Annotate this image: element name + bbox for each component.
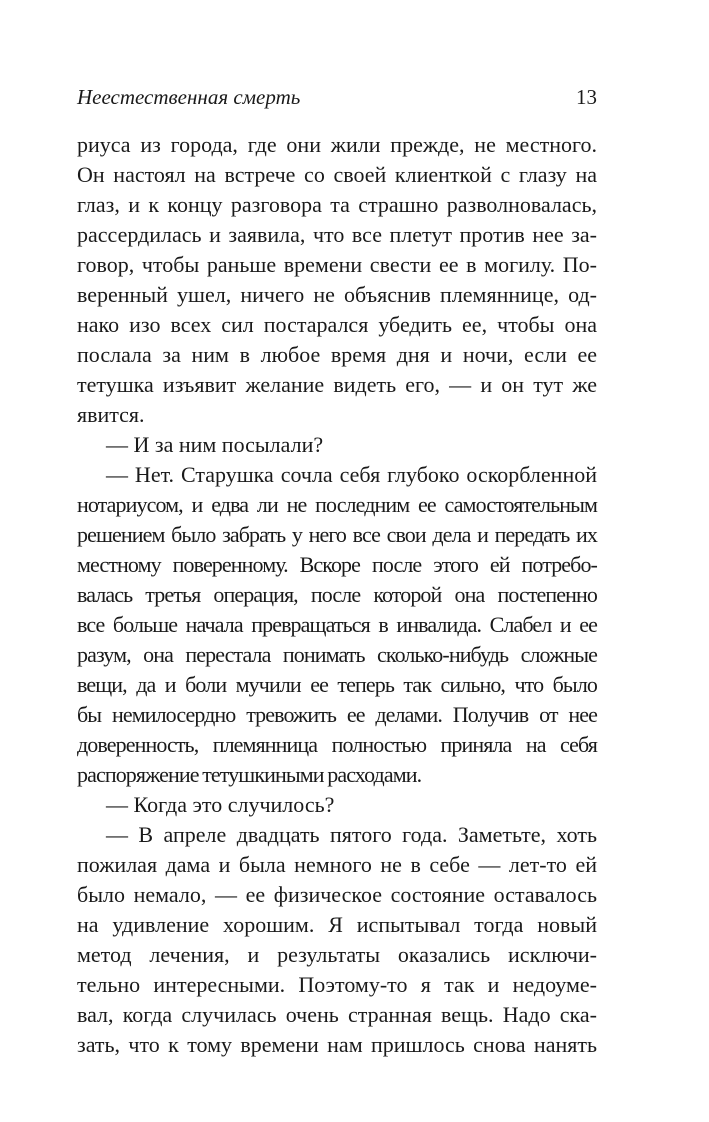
- text-line: бы немилосердно тревожить ее делами. Получив от нее: [77, 702, 597, 727]
- text-line: веренный ушел, ничего не объяснив племяннице, од-: [77, 282, 597, 307]
- running-title: Неестественная смерть: [77, 85, 301, 109]
- text-line: решением было забрать у него все свои дела и передать их: [77, 522, 597, 547]
- text-line: тетушка изъявит желание видеть его, — и он тут же: [77, 372, 597, 397]
- text-line: пожилая дама и была немного не в себе — лет-то ей: [77, 852, 597, 877]
- text-line: вещи, да и боли мучили ее теперь так сильно, что было: [77, 672, 597, 697]
- text-line: валась третья операция, после которой она постепенно: [77, 582, 597, 607]
- dialogue-line: — Нет. Старушка сочла себя глубоко оскорбленной: [106, 462, 597, 487]
- text-line: говор, чтобы раньше времени свести ее в могилу. По-: [77, 252, 597, 277]
- text-line: вал, когда случилась очень странная вещь. Надо ска-: [77, 1002, 597, 1027]
- dialogue-line: — В апреле двадцать пятого года. Заметьте, хоть: [106, 822, 597, 847]
- text-line: местному поверенному. Вскоре после этого ей потребо-: [77, 552, 597, 577]
- text-line: риуса из города, где они жили прежде, не местного.: [77, 132, 597, 157]
- text-line: нако изо всех сил постарался убедить ее, чтобы она: [77, 312, 597, 337]
- text-line: распоряжение тетушкиными расходами.: [77, 762, 422, 787]
- text-line: на удивление хорошим. Я испытывал тогда новый: [77, 912, 597, 937]
- dialogue-line: — Когда это случилось?: [106, 792, 335, 817]
- text-line: глаз, и к концу разговора та страшно разволновалась,: [77, 192, 597, 217]
- dialogue-line: — И за ним посылали?: [106, 432, 324, 457]
- body-text: [77, 130, 597, 1060]
- text-line: было немало, — ее физическое состояние оставалось: [77, 882, 597, 907]
- text-line: метод лечения, и результаты оказались исключи-: [77, 942, 597, 967]
- running-head: [77, 84, 597, 110]
- text-line: Он настоял на встрече со своей клиенткой с глазу на: [77, 162, 597, 187]
- text-line: все больше начала превращаться в инвалида. Слабел и ее: [77, 612, 597, 637]
- text-line: нотариусом, и едва ли не последним ее самостоятельным: [77, 492, 597, 517]
- text-line: явится.: [77, 402, 145, 427]
- text-line: разум, она перестала понимать сколько-нибудь сложные: [77, 642, 597, 667]
- text-line: послала за ним в любое время дня и ночи, если ее: [77, 342, 597, 367]
- text-line: тельно интересными. Поэтому-то я так и недоуме-: [77, 972, 597, 997]
- page-number: 13: [576, 85, 597, 109]
- text-line: зать, что к тому времени нам пришлось снова нанять: [77, 1032, 597, 1057]
- text-line: рассердилась и заявила, что все плетут против нее за-: [77, 222, 597, 247]
- text-line: доверенность, племянница полностью приняла на себя: [77, 732, 597, 757]
